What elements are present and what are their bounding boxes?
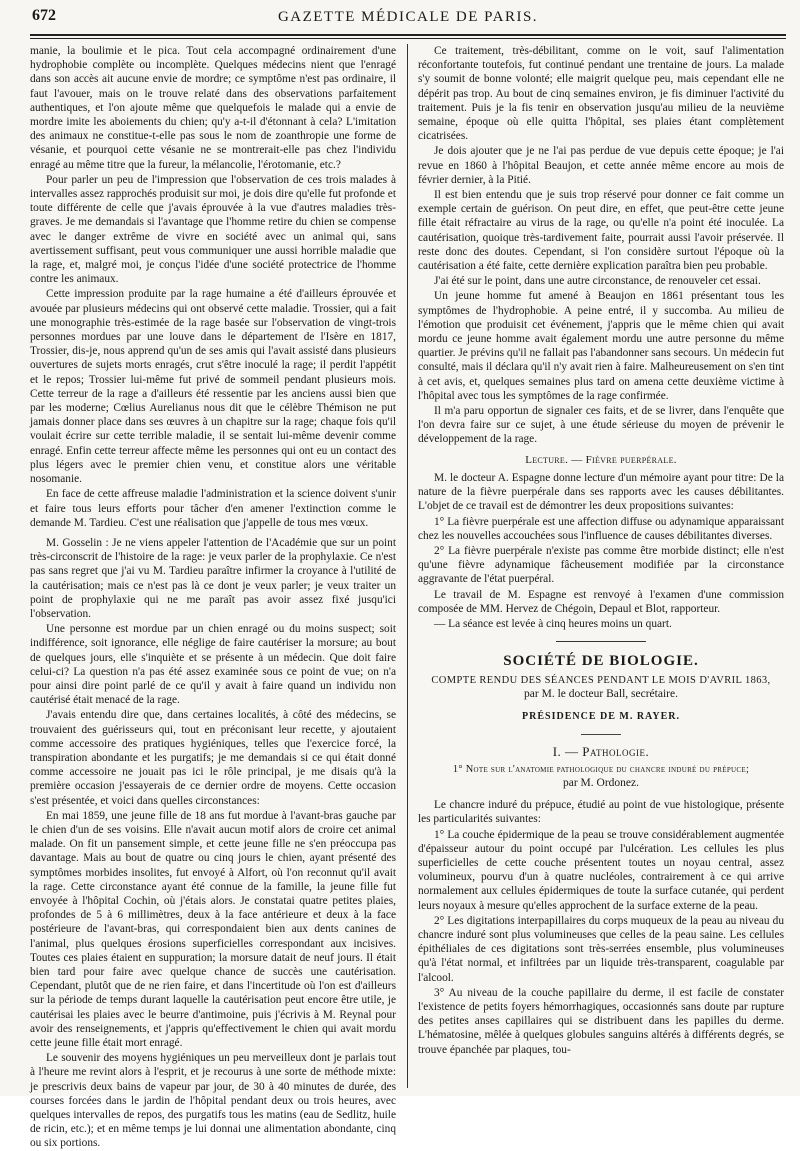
paragraph: En mai 1859, une jeune fille de 18 ans fut mordue à l'avant-bras gauche par le chien d'un de ses voisins. Elle n'avait aucun motif alors de croire cet animal malade. On fit un pansement simple, et cette jeune fille ne s'en préoccupa pas davantage. Mais au bout de quatre ou cinq jours le chien, ayant présenté des symptômes morbides insolites, fut envoyé à Alfort, où l'on reconnut qu'il avait la rage. Cette circonstance ayant été connue de la famille, la jeune fille fut envoyée à l'hôpital Cochin, où j'étais alors. Je constatai quatre petites plaies, profondes de 5 à 6 millimètres, deux à la face antérieure et deux à la face postérieure de l'avant-bras, qui correspondaient bien aux dents canines de l'animal, plus quelques érosions superficielles correspondant aux incisives. Toutes ces plaies étaient en suppuration; la morsure datait de neuf jours. Il était bien tard pour faire avec quelque chance de succès une cautérisation. Cependant, plutôt que de ne rien faire, et dans l'incertitude où l'on est d'ailleurs sur la période de temps durant laquelle la cautérisation peut encore être utile, je cautérisai les plaies avec le beurre d'antimoine, puis j'écrivis à M. Reynal pour avoir des renseignements, et j'appris qu'effectivement le chien qui avait mordu cette jeune fille était mort enragé. — [30, 809, 396, 1050]
paragraph: Le travail de M. Espagne est renvoyé à l'examen d'une commission composée de MM. Hervez de Chégoin, Depaul et Blot, rapporteur. — [418, 588, 784, 615]
paragraph: Un jeune homme fut amené à Beaujon en 1861 présentant tous les symptômes de l'hydrophobie. A peine entré, il y succomba. Au milieu de l'émotion que produisit cet événement, j'appris que le même chien qui avait mordu ce jeune homme avait également mordu une autre personne du même quartier. Je prévins qu'il ne fallait pas l'abandonner sans secours. Un médecin fut consulté, mais il déclara qu'il n'y avait rien à faire. Malheureusement on s'en tint à cet avis, et, quelques semaines plus tard on amena cette deuxième victime à l'hôpital avec tous les symptômes de la rage confirmée. — [418, 290, 784, 402]
paragraph: Cette impression produite par la rage humaine a été d'ailleurs éprouvée et avouée par plusieurs médecins qui ont observé cette maladie. Trossier, qui a fait une monographie très-estimée de la rage basée sur l'observation de vingt-trois personnes mordues par une louve dans le département de l'Isère en 1817, Trossier, dis-je, nous apprend qu'un de ses amis qui l'avait assisté dans plusieurs ouvertures de sujets morts enragés, crut s'être inoculé la rage; il perdit l'appétit et le repos; Trossier lui-même fut privé de sommeil pendant plusieurs mois. Cette terreur de la rage a d'ailleurs été ressentie par les anciens aussi bien que par les moderne; Cœlius Aurelianus nous dit que le célèbre Thémison ne put jamais donner place dans ses œuvres à un chapitre sur la rage; chaque fois qu'il voulait écrire sur cette terrible maladie, il se sentait lui-même devenir comme enragé. Enfin cette terreur affecte même les personnes qui ont eu un contact des plus légers avec le premier chien venu, et constitue alors une véritable nosomanie. — [30, 288, 396, 486]
paragraph: J'ai été sur le point, dans une autre circonstance, de renouveler cet essai. — [434, 275, 761, 288]
paragraph: Le souvenir des moyens hygiéniques un peu merveilleux dont je parlais tout à l'heure me revint alors à l'esprit, et je recourus à une sorte de méthode mixte: je prescrivis deux bains de vapeur par jour, de 30 à 40 minutes de durée, des courses forcées dans le jardin de l'hôpital pendant deux ou trois heures, avec quelques intervalles de repos, des purgatifs tous les matins (eau de Sedlitz, huile de ricin, etc.); et en même temps je lui donnai une alimentation abondante, cinq ou six portions. — [30, 1052, 396, 1150]
paragraph: manie, la boulimie et le pica. Tout cela accompagné ordinairement d'une hydrophobie complète ou incomplète. Quelques médecins nient que l'enragé dans son accès ait aucune envie de mordre; ce symptôme n'est pas ordinaire, il faut l'avouer, mais on le trouve relaté dans des observations parfaitement authentiques, et l'on ajoute même que quelquefois le malade qui a envie de mordre imite les aboiements du chien; qu'y a-t-il d'étonnant à cela? L'imitation des animaux ne constitue-t-elle pas sous le nom de zoanthropie une forme de vésanie, et pourquoi cette vésanie ne se montrerait-elle pas chez l'individu enragé au même titre que la fureur, la mélancolie, l'érotomanie, etc.? — [30, 45, 396, 171]
paragraph: Le chancre induré du prépuce, étudié au point de vue histologique, présente les particularités suivantes: — [418, 799, 784, 826]
page-header — [30, 4, 786, 30]
paragraph: M. Gosselin : Je ne viens appeler l'attention de l'Académie que sur un point très-circonscrit de l'histoire de la rage: je veux parler de la prophylaxie. Ce n'est pas sans regret que j'ai vu M. Tardieu paraître infirmer la croyance à l'utilité de la cautérisation; mais ce n'est pas là ce dont je veux parler; je veux traiter un point de prophylaxie qui ne me paraît pas avoir assez fixé jusqu'ici l'observation. — [30, 536, 396, 620]
paragraph: Ce traitement, très-débilitant, comme on le voit, sauf l'alimentation réconfortante toutefois, fut continué pendant une trentaine de jours. La malade s'y soumit de bonne volonté; elle maigrit quelque peu, mais cependant elle ne dépérit pas trop. Au bout de cinq semaines environ, je fis diminuer l'activité du traitement. Puis je la fis tenir en observation jusqu'au milieu de la neuvième semaine, époque où elle quitta l'hôpital, ses plaies étant complètement cicatrisées. — [418, 45, 784, 143]
paragraph: Il est bien entendu que je suis trop réservé pour donner ce fait comme un exemple certain de guérison. On peut dire, en effet, que peut-être cette jeune fille était réfractaire au virus de la rage, ou qu'elle n'a point été inoculée. La cautérisation, quoique très-tardivement faite, pourrait aussi l'avoir préservée. Il reste donc des doutes. Cependant, si l'on considère surtout l'époque où la cautérisation a été faite, cette dernière explication paraîtra bien peu probable. — [418, 189, 784, 273]
paragraph: M. le docteur A. Espagne donne lecture d'un mémoire ayant pour titre: De la nature de la fièvre puerpérale dans ses rapports avec les causes débilitantes. L'objet de ce travail est de démontrer les deux propositions suivantes: — [418, 471, 784, 513]
header-rule — [30, 34, 786, 36]
paragraph: — La séance est levée à cinq heures moins un quart. — [434, 617, 672, 630]
society-title: SOCIÉTÉ DE BIOLOGIE. — [503, 653, 699, 670]
note-title: 1° Note sur l'anatomie pathologique du chancre induré du prépuce; — [452, 763, 750, 775]
section-heading: I. — Pathologie. — [552, 743, 650, 759]
presidence: PRÉSIDENCE DE M. RAYER. — [522, 710, 680, 722]
paragraph: 3° Au niveau de la couche papillaire du derme, il est facile de constater l'existence de petits foyers hémorrhagiques, occasionnés sans doute par rupture des petites anses capillaires qui se distribuent dans les papilles du derme. L'hématosine, mêlée à quelques globules sanguins altérés à différents degrés, se trouve épanchée par plaques, tou- — [418, 986, 784, 1056]
right-column — [418, 44, 784, 1088]
paragraph: Je dois ajouter que je ne l'ai pas perdue de vue depuis cette époque; je l'ai revue en 1860 à l'hôpital Beaujon, et cette année même encore au mois de février dernier, à la Pitié. — [418, 145, 784, 186]
lecture-heading: Lecture. — Fièvre puerpérale. — [525, 453, 677, 466]
paragraph: 1° La couche épidermique de la peau se trouve considérablement augmentée d'épaisseur autour du point occupé par l'ulcération. Les cellules les plus superficielles de cette couche présentent toutes un noyau central, assez volumineux, pourvu d'un à quatre nucléoles, contrairement à ce qui arrive normalement aux cellules épidermiques de toute la surface cutanée, qui perdent leurs noyaux à mesure qu'elles approchent de la surface externe de la peau. — [418, 828, 784, 912]
left-column — [30, 44, 396, 1150]
short-rule — [581, 734, 621, 735]
paragraph: Pour parler un peu de l'impression que l'observation de ces trois malades à intervalles assez rapprochés produisit sur moi, je dois dire qu'elle fut profonde et toute différente de celle que j'avais éprouvée à la vue d'autres maladies très-graves. Je me demandais si l'avantage que l'homme retire du chien se compense avec le danger extrême de vivre en société avec un animal qui, sans avertissement suffisant, peut vous communiquer une aussi horrible maladie que la rage, et, malgré moi, je conçus l'idée d'une société protectrice de l'homme contre les animaux. — [30, 173, 396, 286]
journal-title: GAZETTE MÉDICALE DE PARIS. — [277, 8, 539, 25]
paragraph: J'avais entendu dire que, dans certaines localités, à côté des médecins, se trouvaient des guérisseurs qui, tout en préconisant leur recette, y ajoutaient comme accessoire des pratiques hygiéniques, telles que l'exercice forcé, la transpiration abondante et les purgatifs; je me demandais si ce qui était donné comme accessoire ne jouait pas ici le rôle principal, je me disais qu'à la première occasion j'essayerais de ce dernier ordre de moyens. Cette occasion s'est présentée, et voici dans quelles circonstances: — [30, 709, 396, 807]
paragraph: 2° Les digitations interpapillaires du corps muqueux de la peau au niveau du chancre induré sont plus volumineuses que celles de la peau saine. Les cellules épithéliales de ces digitations sont très-serrées ensemble, plus volumineuses qu'à l'état normal, et infiltrées par un liquide très-transparent, coagulable par l'alcool. — [418, 914, 784, 984]
paragraph: Il m'a paru opportun de signaler ces faits, et de se livrer, dans l'enquête que l'on devra faire sur ce sujet, à une étude sérieuse du moyen de prévenir le développement de la rage. — [418, 405, 784, 446]
report-line: COMPTE RENDU DES SÉANCES PENDANT LE MOIS D'AVRIL 1863, — [431, 675, 771, 687]
paragraph: 2° La fièvre puerpérale n'existe pas comme être morbide distinct; elle n'est qu'une fièvre adynamique fâcheusement modifiée par la circonstance aggravante de l'état puerpéral. — [418, 544, 784, 586]
column-divider — [407, 44, 408, 1088]
header-rule-thin — [30, 38, 786, 39]
report-author: par M. le docteur Ball, secrétaire. — [524, 688, 678, 701]
paragraph: 1° La fièvre puerpérale est une affection diffuse ou adynamique apparaissant chez les nouvelles accouchées sous l'influence de causes débilitantes diverses. — [418, 515, 784, 542]
paragraph: En face de cette affreuse maladie l'administration et la science doivent s'unir et faire tous leurs efforts pour tâcher d'en amener l'extinction comme le demande M. Tardieu. C'est une réalisation que j'appelle de tous mes vœux. — [30, 488, 396, 529]
paragraph: Une personne est mordue par un chien enragé ou du moins suspect; soit indifférence, soit ignorance, elle néglige de faire cautériser la morsure; au bout de quelques jours, elle s'inquiète et se présente à un médecin. Que doit faire celui-ci? La question n'a pas été assez examinée sous ce point de vue; on n'a pour ainsi dire point parlé de ce qu'il y avait à faire quand un individu non cautérisé était menacé de la rage. — [30, 623, 396, 707]
section-separator — [556, 641, 646, 642]
note-author: par M. Ordonez. — [562, 776, 639, 789]
page-number: 672 — [32, 7, 56, 24]
